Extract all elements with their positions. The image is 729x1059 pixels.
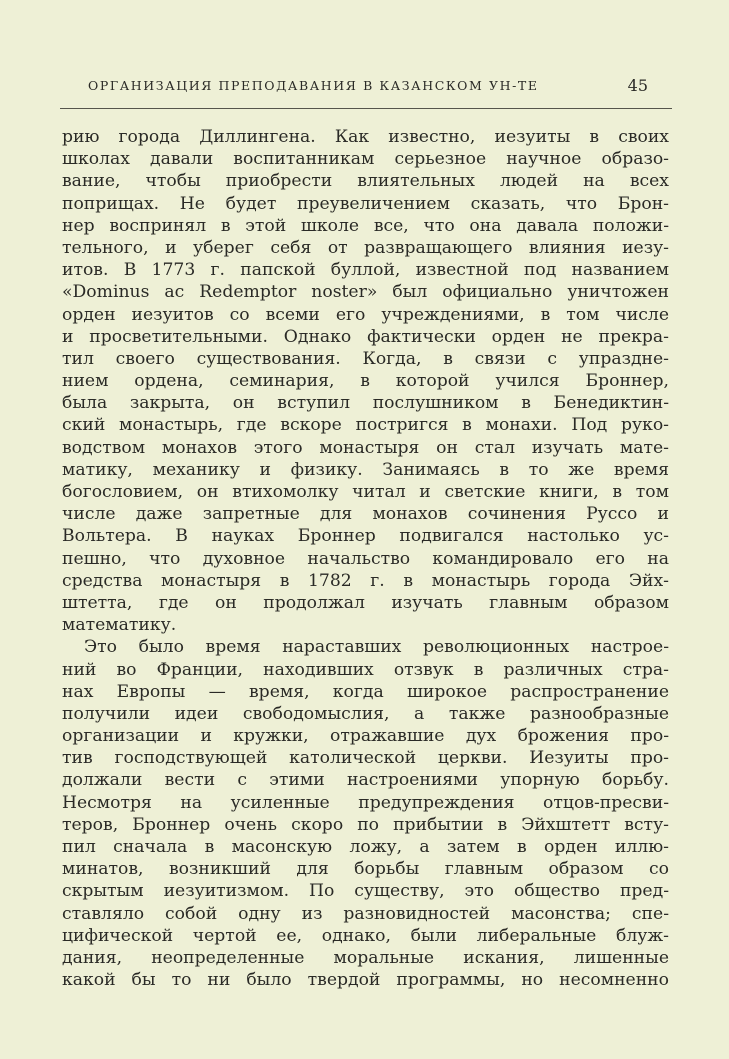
text-line: Несмотря на усиленные предупреждения отцов-пресви- xyxy=(62,792,669,813)
running-title: ОРГАНИЗАЦИЯ ПРЕПОДАВАНИЯ В КАЗАНСКОМ УН-ТЕ xyxy=(88,78,539,93)
text-line: математику. xyxy=(62,615,177,636)
paragraph xyxy=(62,126,669,636)
text-line: получили идеи свободомыслия, а также разнообразные xyxy=(62,703,669,724)
text-line: матику, механику и физику. Занимаясь в то же время xyxy=(62,459,669,480)
text-line: дания, неопределенные моральные искания, лишенные xyxy=(62,947,669,968)
text-line: вание, чтобы приобрести влиятельных людей на всех xyxy=(62,171,669,192)
text-line: пешно, что духовное начальство командировало его на xyxy=(62,548,669,569)
text-line: скрытым иезуитизмом. По существу, это общество пред- xyxy=(62,881,669,902)
text-line: минатов, возникший для борьбы главным образом со xyxy=(62,859,669,880)
text-line: нер воспринял в этой школе все, что она давала положи- xyxy=(62,215,669,236)
text-line: тельного, и уберег себя от развращающего влияния иезу- xyxy=(62,237,669,258)
text-line: нием ордена, семинария, в которой учился Броннер, xyxy=(62,371,669,392)
text-line: организации и кружки, отражавшие дух брожения про- xyxy=(62,726,669,747)
text-line: тил своего существования. Когда, в связи с упраздне- xyxy=(62,348,669,369)
text-line: водством монахов этого монастыря он стал изучать мате- xyxy=(62,437,669,458)
text-line: цифической чертой ее, однако, были либеральные блуж- xyxy=(62,925,669,946)
paragraph xyxy=(62,636,669,991)
text-line: какой бы то ни было твердой программы, но несомненно xyxy=(62,970,669,991)
running-header xyxy=(88,76,648,100)
text-line: ний во Франции, находивших отзвук в различных стра- xyxy=(62,659,669,680)
text-line: Это было время нараставших революционных настрое- xyxy=(84,637,669,658)
text-line: «Dominus ac Redemptor noster» был официально уничтожен xyxy=(62,282,669,303)
text-line: штетта, где он продолжал изучать главным образом xyxy=(62,592,669,613)
page-number: 45 xyxy=(627,76,648,95)
text-line: школах давали воспитанникам серьезное научное образо- xyxy=(62,149,669,170)
text-line: орден иезуитов со всеми его учреждениями, в том числе xyxy=(62,304,669,325)
text-line: должали вести с этими настроениями упорную борьбу. xyxy=(62,770,669,791)
text-line: итов. В 1773 г. папской буллой, известной под названием xyxy=(62,260,669,281)
text-line: ставляло собой одну из разновидностей масонства; спе- xyxy=(62,903,669,924)
text-line: числе даже запретные для монахов сочинения Руссо и xyxy=(62,504,669,525)
page-body xyxy=(62,126,669,991)
text-line: теров, Броннер очень скоро по прибытии в Эйхштетт всту- xyxy=(62,814,669,835)
text-line: богословием, он втихомолку читал и светские книги, в том xyxy=(62,482,669,502)
text-line: пил сначала в масонскую ложу, а затем в орден иллю- xyxy=(62,837,669,857)
text-line: была закрыта, он вступил послушником в Бенедиктин- xyxy=(62,393,669,414)
header-rule xyxy=(60,108,672,109)
text-line: нах Европы — время, когда широкое распространение xyxy=(62,681,669,702)
text-line: тив господствующей католической церкви. Иезуиты про- xyxy=(62,748,669,769)
text-line: и просветительными. Однако фактически орден не прекра- xyxy=(62,326,669,347)
text-line: Вольтера. В науках Броннер подвигался настолько ус- xyxy=(62,526,669,547)
text-line: ский монастырь, где вскоре постригся в монахи. Под руко- xyxy=(62,415,669,436)
text-line: поприщах. Не будет преувеличением сказать, что Брон- xyxy=(62,193,669,214)
text-line: средства монастыря в 1782 г. в монастырь города Эйх- xyxy=(62,570,669,591)
text-line: рию города Диллингена. Как известно, иезуиты в своих xyxy=(62,127,669,147)
